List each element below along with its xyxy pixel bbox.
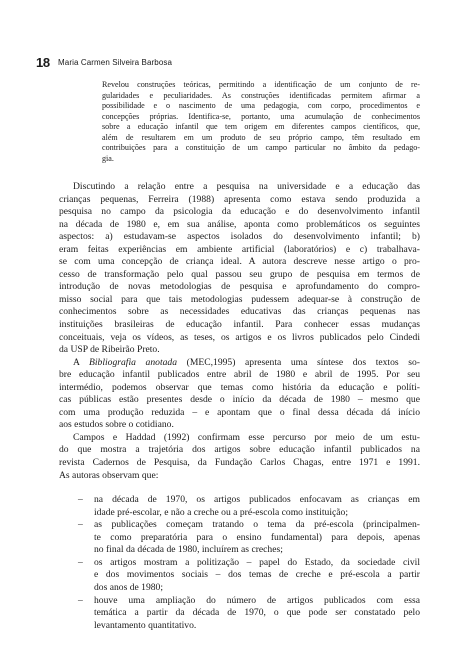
list-item-line: os artigos mostram a politização – papel do Estado, da sociedade civil (94, 556, 420, 568)
text-line: com uma produção reduzida – e apontam que o final dessa década dá início (59, 406, 420, 418)
paragraph-3 (59, 432, 420, 482)
text-line: instituições brasileiras de educação infantil. Para conhecer essas mudanças (59, 319, 420, 331)
running-head-author: Maria Carmen Silveira Barbosa (58, 58, 173, 67)
dash-marker: – (78, 494, 83, 506)
text-line: sobre a educação infantil que tem origem em diferentes campos científicos, que, (102, 122, 420, 131)
list-item (59, 519, 420, 557)
bullet-list (59, 494, 420, 632)
text-line: aos estudos sobre o cotidiano. (59, 419, 174, 431)
text-line: revista Cadernos de Pesquisa, da Fundação Carlos Chagas, entre 1971 e 1991. (59, 457, 420, 469)
text-line: eram feitas experiências em ambiente artificial (laboratórios) e c) trabalhava- (59, 243, 420, 255)
text-line: bre educação infantil publicados entre abril de 1980 e abril de 1995. Por seu (59, 369, 420, 381)
spacer (59, 482, 420, 494)
dash-marker: – (78, 594, 83, 606)
text-line: gularidades e peculiaridades. As construções identificadas permitem afirmar a (102, 90, 420, 100)
list-item-line: temática a partir da década de 1970, o que pode ser constatado pelo (94, 607, 420, 619)
list-item-line: levantamento quantitativo. (94, 619, 197, 631)
cited-title: Bibliografia anotada (89, 356, 178, 368)
text-line: intermédio, podemos observar que temas como história da educação e políti- (59, 381, 420, 393)
paragraph-2 (59, 357, 420, 432)
text-line: Discutindo a relação entre a pesquisa na universidade e a educação das (73, 181, 420, 192)
list-item (59, 557, 420, 595)
text-line: aspectos: a) estudavam-se aspectos isolados do desenvolvimento infantil; b) (59, 231, 420, 243)
list-item-line: e dos movimentos sociais – dos temas de creche e pré-escola a partir (94, 569, 420, 581)
text-line: além de resultarem em um produto de seu próprio campo, têm resultado em (102, 132, 420, 142)
text-line: concepções próprias. Identifica-se, portanto, uma acumulação de conhecimentos (102, 111, 420, 121)
text-line: da USP de Ribeirão Preto. (59, 344, 160, 356)
dash-marker: – (78, 556, 83, 568)
text-line: contribuições para a constituição de um campo particular no âmbito da pedago- (102, 143, 420, 152)
list-item (59, 494, 420, 519)
body-text (59, 181, 420, 632)
dash-marker: – (78, 519, 83, 531)
text-line: do que mostra a trajetória dos artigos sobre educação infantil publicados na (59, 444, 420, 456)
paragraph-1 (59, 181, 420, 357)
page-number: 18 (36, 55, 50, 70)
text-line: possibilidade e o nascimento de uma pedagogia, com corpo, procedimentos e (102, 101, 420, 110)
text-line: cas públicas estão presentes desde o início da década de 1980 – mesmo que (59, 394, 420, 406)
paragraph-2-first-line (59, 357, 420, 370)
text-line: cesso de transformação pelo qual passou seu grupo de pesquisa em termos de (59, 268, 420, 280)
text-line: introdução de novas metodologias de pesquisa e aprofundamento do compro- (59, 281, 420, 293)
list-item-line: no final da década de 1980, incluírem as creches; (94, 544, 283, 556)
paragraph-2-prefix: A (73, 356, 90, 368)
text-line: misso social para que tais metodologias pudessem adequar-se à construção de (59, 293, 420, 305)
text-line: conhecimentos sobre as necessidades educativas das crianças pequenas nas (59, 306, 420, 318)
text-line: crianças pequenas, Ferreira (1988) apresenta como estava sendo produzida a (59, 193, 420, 205)
list-item-line: dos anos de 1980; (94, 581, 164, 593)
text-line: se com uma concepção de criança ideal. A autora descreve nesse artigo o pro- (59, 256, 420, 268)
list-item-line: te como preparatória para o ensino fundamental) para depois, apenas (94, 531, 420, 543)
text-line: na década de 1980 e, em sua análise, aponta como problemáticos os seguintes (59, 218, 420, 230)
list-item-line: houve uma ampliação do número de artigos publicados com essa (94, 594, 420, 606)
list-item (59, 595, 420, 633)
text-line: Campos e Haddad (1992) confirmam esse percurso por meio de um estu- (73, 431, 420, 443)
list-item-line: idade pré-escolar, e não a creche ou a pré-escola como instituição; (94, 506, 348, 518)
text-line: gia. (102, 153, 114, 163)
text-line: pesquisa no campo da psicologia da educação e do desenvolvimento infantil (59, 206, 420, 218)
paragraph-2-text: (MEC,1995) apresenta uma síntese dos textos so- (177, 356, 420, 368)
text-line: Revelou construções teóricas, permitindo a identificação de um conjunto de re- (102, 80, 420, 89)
text-line: conceituais, veja os vídeos, as teses, os artigos e os livros publicados pelo Cindedi (59, 331, 420, 343)
block-quote (102, 80, 420, 164)
list-item-line: na década de 1970, os artigos publicados enfocavam as crianças em (94, 494, 420, 506)
list-item-line: as publicações começam tratando o tema da pré-escola (principalmen- (94, 519, 420, 531)
text-line: As autoras observam que: (59, 469, 159, 481)
